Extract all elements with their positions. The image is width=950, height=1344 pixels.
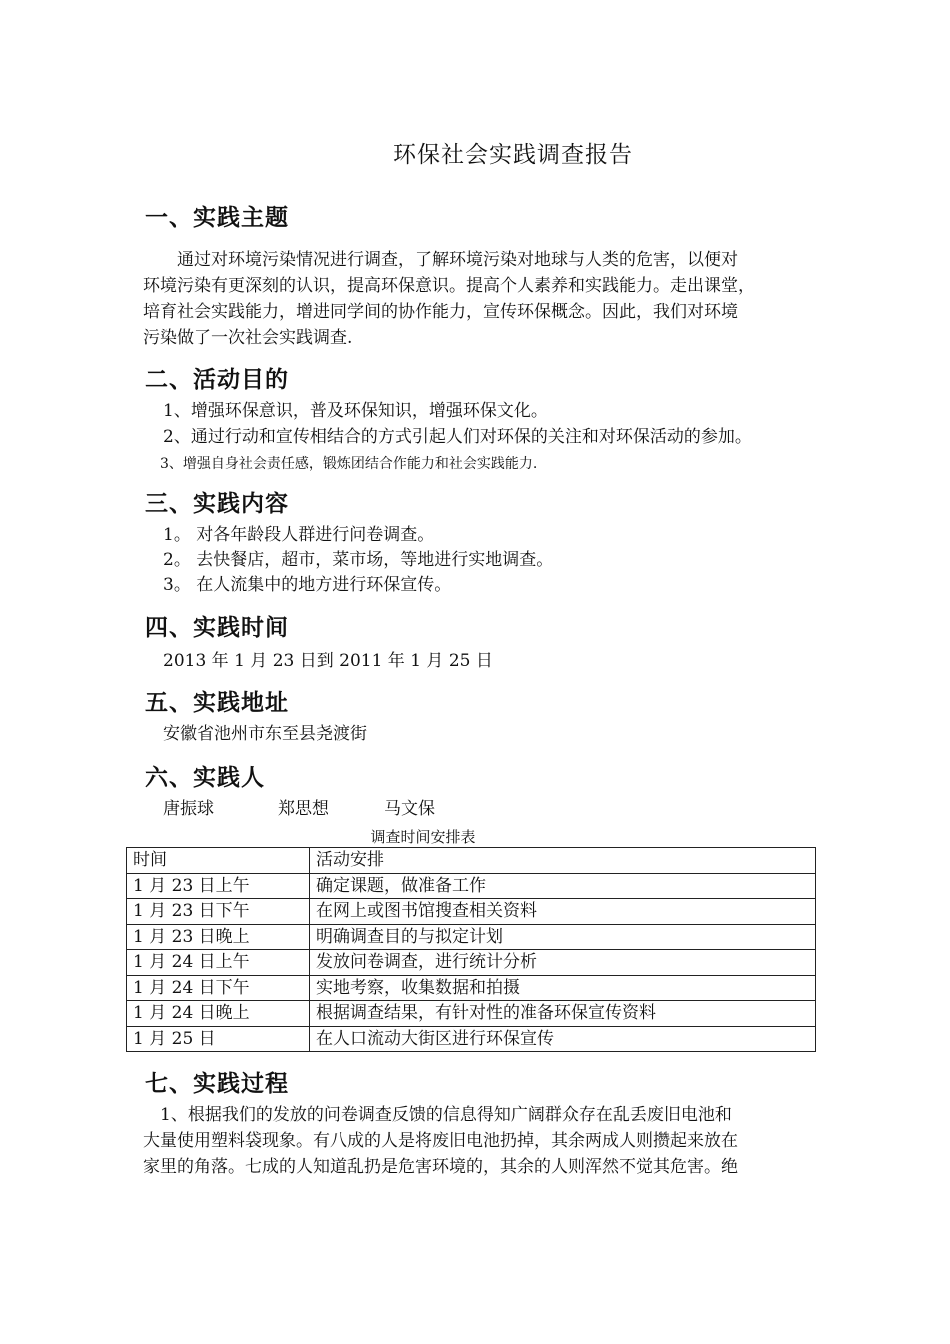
practice-time: 2013 年 1 月 23 日到 2011 年 1 月 25 日 — [163, 651, 493, 671]
content-item: 3。 在人流集中的地方进行环保宣传。 — [163, 575, 452, 595]
section-heading-address: 五、实践地址 — [145, 690, 289, 716]
time-cell: 1 月 23 日晚上 — [127, 924, 310, 950]
person-name: 唐振球 — [163, 799, 214, 819]
section-heading-purpose: 二、活动目的 — [145, 367, 289, 393]
time-cell: 1 月 24 日晚上 — [127, 1001, 310, 1027]
person-name: 马文保 — [384, 799, 435, 819]
purpose-item: 2、通过行动和宣传相结合的方式引起人们对环保的关注和对环保活动的参加。 — [163, 427, 752, 447]
section-heading-content: 三、实践内容 — [145, 491, 289, 517]
content-item: 1。 对各年龄段人群进行问卷调查。 — [163, 525, 435, 545]
section-heading-process: 七、实践过程 — [145, 1071, 289, 1097]
paragraph-line: 通过对环境污染情况进行调查，了解环境污染对地球与人类的危害，以便对 — [177, 250, 738, 270]
activity-cell: 确定课题，做准备工作 — [310, 873, 816, 899]
table-row — [127, 1026, 816, 1052]
practice-address: 安徽省池州市东至县尧渡街 — [163, 724, 367, 744]
table-row — [127, 950, 816, 976]
time-cell: 1 月 24 日上午 — [127, 950, 310, 976]
activity-cell: 在人口流动大街区进行环保宣传 — [310, 1026, 816, 1052]
paragraph-line: 环境污染有更深刻的认识，提高环保意识。提高个人素养和实践能力。走出课堂， — [143, 276, 755, 296]
header-cell: 时间 — [127, 848, 310, 874]
paragraph-line: 家里的角落。七成的人知道乱扔是危害环境的，其余的人则浑然不觉其危害。绝 — [143, 1157, 738, 1177]
content-item: 2。 去快餐店，超市，菜市场，等地进行实地调查。 — [163, 550, 554, 570]
activity-cell: 根据调查结果，有针对性的准备环保宣传资料 — [310, 1001, 816, 1027]
schedule-table — [126, 847, 816, 1052]
purpose-item: 3、增强自身社会责任感，锻炼团结合作能力和社会实践能力. — [160, 456, 538, 472]
table-caption: 调查时间安排表 — [370, 828, 476, 846]
table-row — [127, 899, 816, 925]
activity-cell: 在网上或图书馆搜查相关资料 — [310, 899, 816, 925]
table-row — [127, 1001, 816, 1027]
time-cell: 1 月 23 日上午 — [127, 873, 310, 899]
time-cell: 1 月 24 日下午 — [127, 975, 310, 1001]
section-heading-people: 六、实践人 — [145, 765, 265, 791]
paragraph-line: 大量使用塑料袋现象。有八成的人是将废旧电池扔掉，其余两成人则攒起来放在 — [143, 1131, 738, 1151]
header-cell: 活动安排 — [310, 848, 816, 874]
paragraph-line: 1、根据我们的发放的问卷调查反馈的信息得知广阔群众存在乱丢废旧电池和 — [160, 1105, 732, 1125]
paragraph-line: 培育社会实践能力，增进同学间的协作能力，宣传环保概念。因此，我们对环境 — [143, 302, 738, 322]
activity-cell: 明确调查目的与拟定计划 — [310, 924, 816, 950]
section-heading-time: 四、实践时间 — [145, 615, 289, 641]
theme-paragraph — [143, 247, 815, 351]
purpose-item: 1、增强环保意识，普及环保知识，增强环保文化。 — [163, 401, 548, 421]
table-row — [127, 975, 816, 1001]
activity-cell: 实地考察，收集数据和拍摄 — [310, 975, 816, 1001]
activity-cell: 发放问卷调查，进行统计分析 — [310, 950, 816, 976]
process-paragraph — [143, 1102, 815, 1180]
page-title: 环保社会实践调查报告 — [393, 142, 633, 168]
table-header-row — [127, 848, 816, 874]
time-cell: 1 月 25 日 — [127, 1026, 310, 1052]
section-heading-theme: 一、实践主题 — [145, 205, 289, 231]
table-row — [127, 873, 816, 899]
paragraph-line: 污染做了一次社会实践调查. — [143, 328, 353, 348]
time-cell: 1 月 23 日下午 — [127, 899, 310, 925]
table-row — [127, 924, 816, 950]
person-name: 郑思想 — [278, 799, 329, 819]
